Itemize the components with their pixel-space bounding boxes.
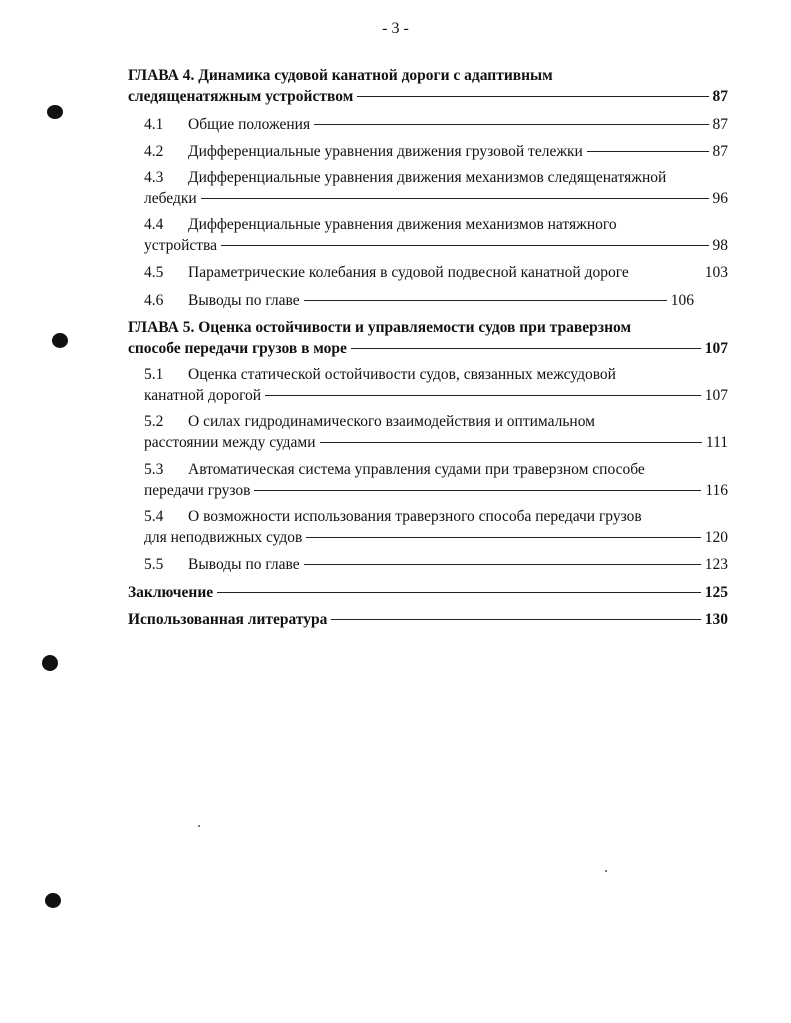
section-number: 4.5 <box>144 264 164 281</box>
toc-section-4-6[interactable] <box>128 290 694 312</box>
toc-section-4-3[interactable] <box>128 168 728 210</box>
toc-conclusion[interactable] <box>128 582 728 604</box>
page-ref: 87 <box>712 116 728 133</box>
toc-section-5-3[interactable] <box>128 460 728 502</box>
section-number: 5.1 <box>144 366 164 383</box>
chapter-title-line1: ГЛАВА 5. Оценка остойчивости и управляемости судов при траверзном <box>128 319 632 336</box>
page-ref: 107 <box>704 387 728 404</box>
scan-speck <box>198 825 200 827</box>
section-title-line2: расстоянии между судами <box>144 434 316 451</box>
scan-speck <box>605 870 607 872</box>
section-number: 4.1 <box>144 116 164 133</box>
page-ref: 87 <box>712 143 728 160</box>
section-title: Дифференциальные уравнения движения грузовой тележки <box>188 143 583 160</box>
references-title: Использованная литература <box>128 611 328 628</box>
section-number: 4.3 <box>144 169 164 186</box>
toc-section-5-4[interactable] <box>128 507 728 549</box>
dot-leader <box>331 619 700 620</box>
section-title-line1: Оценка статической остойчивости судов, связанных межсудовой <box>188 366 616 383</box>
punch-hole-mark <box>52 333 68 348</box>
page-ref: 98 <box>712 237 728 254</box>
section-title: Параметрические колебания в судовой подвесной канатной дороге <box>188 264 629 281</box>
section-title-line1: О силах гидродинамического взаимодействия и оптимальном <box>188 413 595 430</box>
chapter-title-line1: ГЛАВА 4. Динамика судовой канатной дороги с адаптивным <box>128 67 553 84</box>
dot-leader <box>304 564 701 565</box>
section-number: 4.2 <box>144 143 164 160</box>
page-ref: 96 <box>712 190 728 207</box>
conclusion-title: Заключение <box>128 584 214 601</box>
section-number: 5.4 <box>144 508 164 525</box>
page-ref: 123 <box>704 556 728 573</box>
dot-leader <box>306 537 700 538</box>
punch-hole-mark <box>45 893 61 908</box>
dot-leader <box>265 395 701 396</box>
dot-leader <box>221 245 708 246</box>
page-ref: 125 <box>704 584 728 601</box>
toc-references[interactable] <box>128 609 728 631</box>
toc-chapter-5[interactable] <box>128 318 728 360</box>
toc-chapter-4[interactable] <box>128 66 728 108</box>
section-title-line2: канатной дорогой <box>144 387 262 404</box>
section-title-line1: О возможности использования траверзного способа передачи грузов <box>188 508 642 525</box>
section-number: 4.4 <box>144 216 164 233</box>
section-title-line2: передачи грузов <box>144 482 251 499</box>
page-number: - 3 - <box>382 20 409 37</box>
dot-leader <box>304 300 667 301</box>
section-number: 5.5 <box>144 556 164 573</box>
page-ref: 87 <box>712 88 728 105</box>
toc-section-4-5[interactable] <box>128 262 728 284</box>
section-title: Выводы по главе <box>188 556 300 573</box>
dot-leader <box>357 96 708 97</box>
section-title-line1: Дифференциальные уравнения движения механизмов следященатяжной <box>188 169 667 186</box>
section-title-line2: лебедки <box>144 190 197 207</box>
section-number: 4.6 <box>144 292 164 309</box>
dot-leader <box>254 490 701 491</box>
section-title: Выводы по главе <box>188 292 300 309</box>
page-ref: 106 <box>670 292 694 309</box>
dot-leader <box>587 151 709 152</box>
dot-leader <box>351 348 701 349</box>
page-ref: 120 <box>704 529 728 546</box>
page-ref: 107 <box>704 340 728 357</box>
toc-section-5-1[interactable] <box>128 365 728 407</box>
punch-hole-mark <box>47 105 63 119</box>
punch-hole-mark <box>42 655 58 671</box>
page-ref: 116 <box>705 482 728 499</box>
section-number: 5.2 <box>144 413 164 430</box>
section-title-line1: Дифференциальные уравнения движения механизмов натяжного <box>188 216 617 233</box>
dot-leader <box>217 592 701 593</box>
section-title-line2: для неподвижных судов <box>144 529 303 546</box>
toc-section-4-4[interactable] <box>128 215 728 257</box>
chapter-title-line2: способе передачи грузов в море <box>128 340 347 357</box>
chapter-title-line2: следященатяжным устройством <box>128 88 354 105</box>
section-title-line2: устройства <box>144 237 218 254</box>
toc-section-4-1[interactable] <box>128 114 728 136</box>
dot-leader <box>320 442 702 443</box>
toc-section-4-2[interactable] <box>128 141 728 163</box>
dot-leader <box>201 198 709 199</box>
section-title: Общие положения <box>188 116 311 133</box>
page-ref: 103 <box>704 264 728 281</box>
page-ref: 111 <box>705 434 728 451</box>
dot-leader <box>314 124 708 125</box>
section-number: 5.3 <box>144 461 164 478</box>
page-ref: 130 <box>704 611 728 628</box>
section-title-line1: Автоматическая система управления судами при траверзном способе <box>188 461 645 478</box>
toc-section-5-5[interactable] <box>128 554 728 576</box>
toc-section-5-2[interactable] <box>128 412 728 454</box>
